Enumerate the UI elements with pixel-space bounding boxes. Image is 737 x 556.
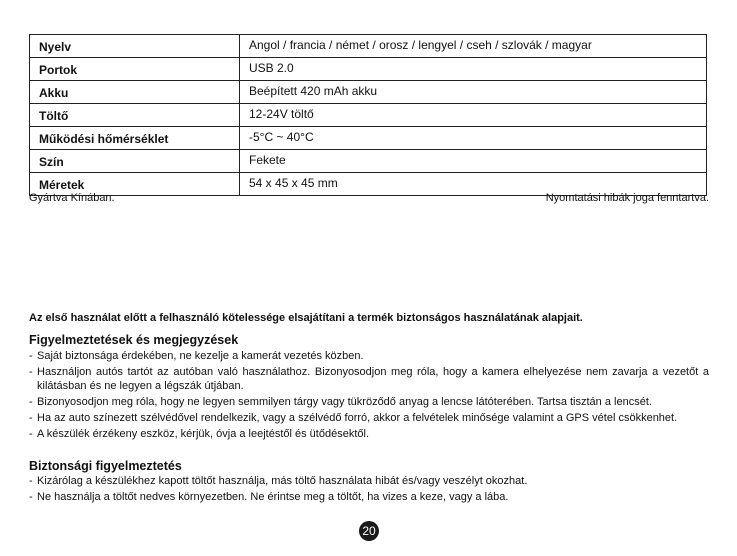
spec-value: Fekete <box>240 150 707 173</box>
table-row <box>30 58 707 81</box>
table-row <box>30 127 707 150</box>
list-item: - Kizárólag a készülékhez kapott töltőt használja, más töltő használata hibát és/vagy veszélyt okozhat. <box>29 475 709 489</box>
table-row <box>30 35 707 58</box>
warnings-heading: Figyelmeztetések és megjegyzések <box>29 333 239 347</box>
spec-label: Méretek <box>30 173 240 196</box>
spec-label: Szín <box>30 150 240 173</box>
list-item: - A készülék érzékeny eszköz, kérjük, óvja a leejtéstől és ütődésektől. <box>29 428 709 442</box>
intro-text: Az első használat előtt a felhasználó kötelessége elsajátítani a termék biztonságos használatának alapjait. <box>29 312 583 324</box>
list-item: - Ha az auto színezett szélvédővel rendelkezik, vagy a szélvédő forró, akkor a felvételek minősége valamint a GPS vétel csökkenhet. <box>29 412 709 426</box>
safety-heading: Biztonsági figyelmeztetés <box>29 459 182 473</box>
spec-value: 12-24V töltő <box>240 104 707 127</box>
specifications-table <box>29 34 707 196</box>
page-number-badge: 20 <box>359 521 379 541</box>
spec-value: Angol / francia / német / orosz / lengyel / cseh / szlovák / magyar <box>240 35 707 58</box>
list-item: - Ne használja a töltőt nedves környezetben. Ne érintse meg a töltőt, ha vizes a keze, vagy a lába. <box>29 491 709 505</box>
spec-value: 54 x 45 x 45 mm <box>240 173 707 196</box>
list-item: - Bizonyosodjon meg róla, hogy ne legyen semmilyen tárgy vagy tükröződő anyag a lencse látóterében. Tartsa tisztán a lencsét. <box>29 396 709 410</box>
spec-label: Akku <box>30 81 240 104</box>
warnings-list <box>29 350 709 444</box>
safety-list <box>29 475 709 507</box>
spec-label: Portok <box>30 58 240 81</box>
spec-value: USB 2.0 <box>240 58 707 81</box>
list-item: - Használjon autós tartót az autóban való használathoz. Bizonyosodjon meg róla, hogy a kamera elhelyezése nem zavarja a vezetőt a kilátásban és ne legyen a légszák útjában. <box>29 366 709 393</box>
spec-label: Nyelv <box>30 35 240 58</box>
print-errors-note: Nyomtatási hibák joga fenntartva. <box>545 192 709 204</box>
table-row <box>30 150 707 173</box>
spec-value: Beépített 420 mAh akku <box>240 81 707 104</box>
list-item: - Saját biztonsága érdekében, ne kezelje a kamerát vezetés közben. <box>29 350 709 364</box>
made-in-note: Gyártva Kínában. <box>29 192 115 204</box>
spec-label: Működési hőmérséklet <box>30 127 240 150</box>
table-row <box>30 81 707 104</box>
spec-value: -5°C ~ 40°C <box>240 127 707 150</box>
table-row <box>30 104 707 127</box>
spec-label: Töltő <box>30 104 240 127</box>
